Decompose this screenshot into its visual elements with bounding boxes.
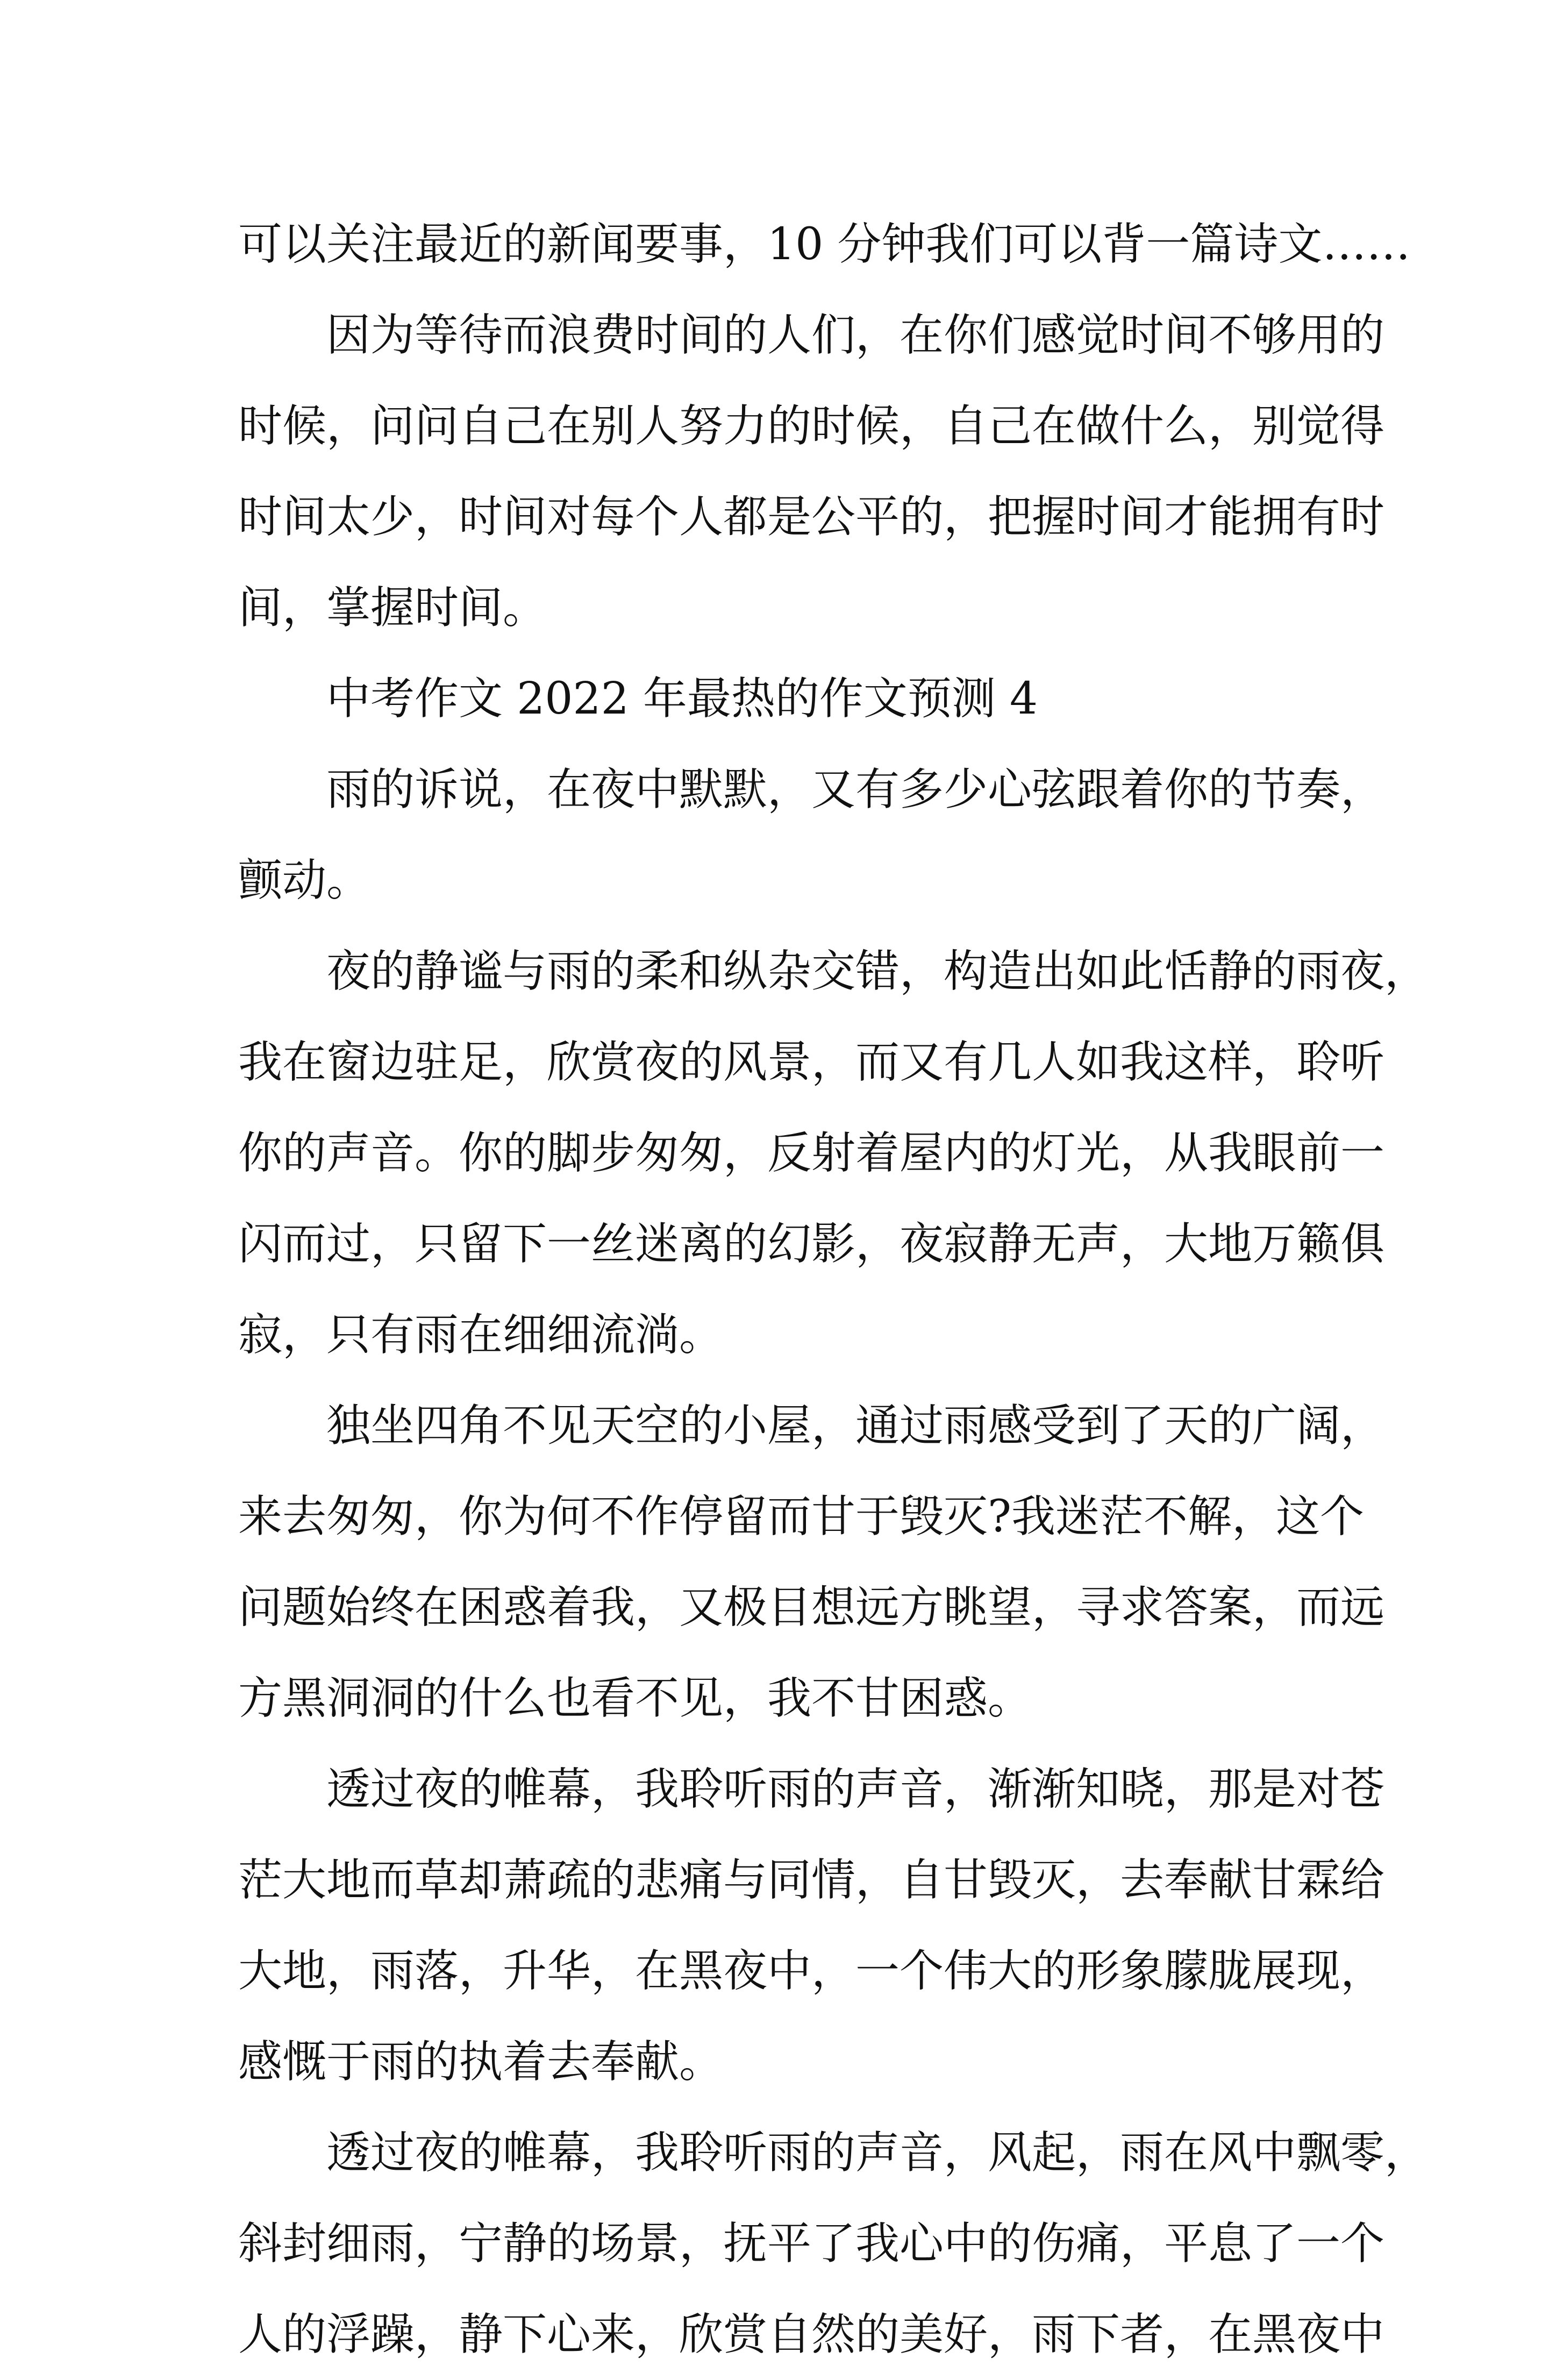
paragraph-start-line: 雨的诉说，在夜中默默，又有多少心弦跟着你的节奏， <box>326 764 1385 815</box>
text-line: 人的浮躁，静下心来，欣赏自然的美好，雨下者，在黑夜中 <box>238 2309 1385 2360</box>
text-line: 可以关注最近的新闻要事，10 分钟我们可以背一篇诗文…… <box>238 219 1411 270</box>
text-line: 时间太少，时间对每个人都是公平的，把握时间才能拥有时 <box>238 491 1385 543</box>
text-line: 闪而过，只留下一丝迷离的幻影，夜寂静无声，大地万籁俱 <box>238 1218 1385 1270</box>
text-line: 时候，问问自己在别人努力的时候，自己在做什么，别觉得 <box>238 401 1385 452</box>
paragraph-start-line: 独坐四角不见天空的小屋，通过雨感受到了天的广阔， <box>326 1400 1385 1451</box>
text-line: 寂，只有雨在细细流淌。 <box>238 1309 724 1360</box>
text-line: 方黑洞洞的什么也看不见，我不甘困惑。 <box>238 1673 1032 1724</box>
paragraph-start-line: 透过夜的帷幕，我聆听雨的声音，风起，雨在风中飘零， <box>326 2127 1429 2178</box>
text-line: 问题始终在困惑着我，又极目想远方眺望，寻求答案，而远 <box>238 1582 1385 1633</box>
paragraph-start-line: 因为等待而浪费时间的人们，在你们感觉时间不够用的 <box>326 310 1385 361</box>
text-line: 斜封细雨，宁静的场景，抚平了我心中的伤痛，平息了一个 <box>238 2218 1385 2269</box>
paragraph-start-line: 透过夜的帷幕，我聆听雨的声音，渐渐知晓，那是对苍 <box>326 1764 1385 1815</box>
section-heading: 中考作文 2022 年最热的作文预测 4 <box>326 673 1038 724</box>
text-line: 你的声音。你的脚步匆匆，反射着屋内的灯光，从我眼前一 <box>238 1128 1385 1179</box>
paragraph-start-line: 夜的静谧与雨的柔和纵杂交错，构造出如此恬静的雨夜， <box>326 946 1429 997</box>
text-line: 间，掌握时间。 <box>238 582 547 633</box>
text-line: 感慨于雨的执着去奉献。 <box>238 2036 724 2087</box>
text-line: 大地，雨落，升华，在黑夜中，一个伟大的形象朦胧展现， <box>238 1946 1385 1997</box>
text-line: 茫大地而草却萧疏的悲痛与同情，自甘毁灭，去奉献甘霖给 <box>238 1855 1385 1906</box>
text-line: 我在窗边驻足，欣赏夜的风景，而又有几人如我这样，聆听 <box>238 1037 1385 1088</box>
text-line: 颤动。 <box>238 855 371 906</box>
essay-body <box>238 199 1429 2380</box>
text-line: 来去匆匆，你为何不作停留而甘于毁灭?我迷茫不解，这个 <box>238 1491 1364 1542</box>
